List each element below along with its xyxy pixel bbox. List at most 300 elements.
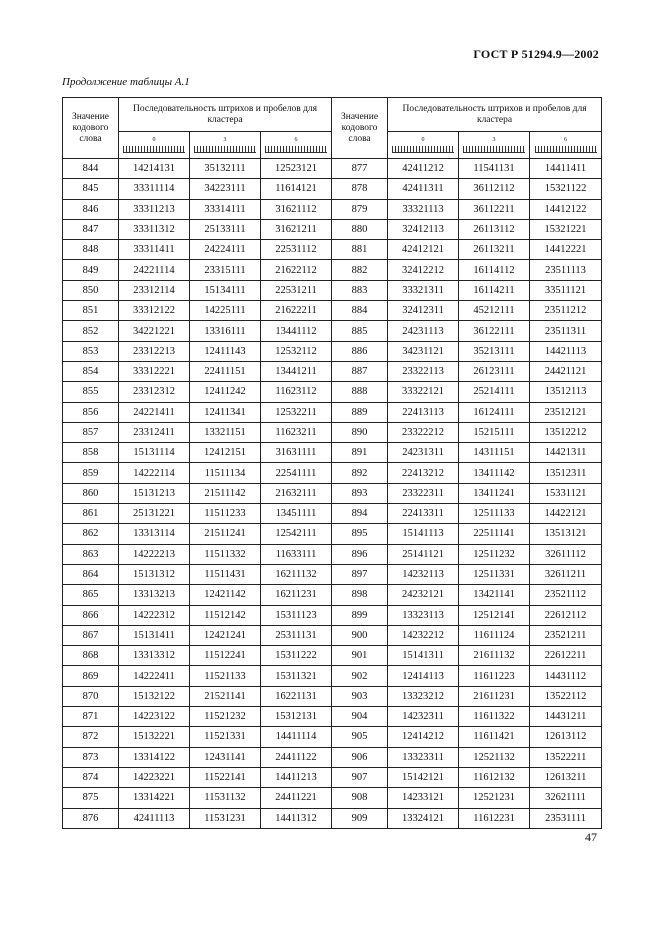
codeword-value-cell: 860 (63, 483, 119, 503)
codeword-value-cell: 888 (332, 382, 388, 402)
pattern-cell: 11521133 (190, 666, 261, 686)
pattern-cell: 12511232 (459, 544, 530, 564)
table-row (63, 605, 602, 625)
pattern-cell: 15141311 (388, 646, 459, 666)
pattern-cell: 33321311 (388, 280, 459, 300)
pattern-cell: 12431141 (190, 747, 261, 767)
codeword-value-cell: 884 (332, 301, 388, 321)
pattern-cell: 13313114 (119, 524, 190, 544)
codeword-value-cell: 867 (63, 625, 119, 645)
pattern-cell: 14232212 (388, 625, 459, 645)
pattern-cell: 32412113 (388, 219, 459, 239)
codeword-value-cell: 882 (332, 260, 388, 280)
pattern-cell: 22531211 (261, 280, 332, 300)
codeword-value-cell: 859 (63, 463, 119, 483)
pattern-cell: 24221114 (119, 260, 190, 280)
pattern-cell: 15311321 (261, 666, 332, 686)
pattern-cell: 11511431 (190, 564, 261, 584)
codeword-value-cell: 844 (63, 159, 119, 179)
pattern-cell: 25311131 (261, 625, 332, 645)
pattern-cell: 36112211 (459, 199, 530, 219)
pattern-cell: 26123111 (459, 361, 530, 381)
table-row (63, 808, 602, 828)
pattern-cell: 34231121 (388, 341, 459, 361)
codeword-value-cell: 862 (63, 524, 119, 544)
table-row (63, 767, 602, 787)
pattern-cell: 11522141 (190, 767, 261, 787)
codeword-value-cell: 861 (63, 504, 119, 524)
pattern-cell: 11511134 (190, 463, 261, 483)
table-row (63, 260, 602, 280)
pattern-cell: 11511332 (190, 544, 261, 564)
pattern-cell: 21632111 (261, 483, 332, 503)
codeword-value-cell: 846 (63, 199, 119, 219)
pattern-cell: 12511331 (459, 564, 530, 584)
pattern-cell: 13512311 (530, 463, 602, 483)
pattern-cell: 21611132 (459, 646, 530, 666)
pattern-cell: 21521141 (190, 686, 261, 706)
pattern-cell: 33322121 (388, 382, 459, 402)
pattern-cell: 11611322 (459, 707, 530, 727)
pattern-cell: 11531231 (190, 808, 261, 828)
page-number: 47 (585, 830, 597, 844)
pattern-cell: 31631111 (261, 443, 332, 463)
pattern-cell: 25133111 (190, 219, 261, 239)
pattern-cell: 22413311 (388, 504, 459, 524)
pattern-cell: 12411341 (190, 402, 261, 422)
pattern-cell: 13324121 (388, 808, 459, 828)
pattern-cell: 13323311 (388, 747, 459, 767)
pattern-cell: 22612112 (530, 605, 602, 625)
pattern-cell: 15131213 (119, 483, 190, 503)
pattern-cell: 12521231 (459, 788, 530, 808)
pattern-cell: 14431112 (530, 666, 602, 686)
codeword-value-cell: 852 (63, 321, 119, 341)
table-row (63, 727, 602, 747)
pattern-cell: 15321221 (530, 219, 602, 239)
pattern-cell: 14411114 (261, 727, 332, 747)
pattern-cell: 22411151 (190, 361, 261, 381)
pattern-cell: 15132221 (119, 727, 190, 747)
pattern-cell: 13313213 (119, 585, 190, 605)
pattern-cell: 23312114 (119, 280, 190, 300)
pattern-cell: 15132122 (119, 686, 190, 706)
table-row (63, 747, 602, 767)
codeword-value-cell: 908 (332, 788, 388, 808)
bar-pattern-icon (463, 146, 525, 153)
codeword-value-cell: 895 (332, 524, 388, 544)
table-row (63, 463, 602, 483)
codeword-value-cell: 883 (332, 280, 388, 300)
codeword-value-cell: 851 (63, 301, 119, 321)
pattern-cell: 23512121 (530, 402, 602, 422)
bar-pattern-icon (392, 146, 454, 153)
cluster-header: 0 (388, 132, 459, 159)
codeword-value-cell: 879 (332, 199, 388, 219)
pattern-cell: 12532211 (261, 402, 332, 422)
pattern-cell: 23322113 (388, 361, 459, 381)
pattern-cell: 26113211 (459, 240, 530, 260)
pattern-cell: 15131114 (119, 443, 190, 463)
table-row (63, 422, 602, 442)
pattern-cell: 21622112 (261, 260, 332, 280)
codeword-value-cell: 894 (332, 504, 388, 524)
table-caption: Продолжение таблицы А.1 (62, 76, 190, 88)
codeword-value-cell: 856 (63, 402, 119, 422)
pattern-cell: 16124111 (459, 402, 530, 422)
pattern-cell: 33314111 (190, 199, 261, 219)
pattern-cell: 22612211 (530, 646, 602, 666)
pattern-cell: 14225111 (190, 301, 261, 321)
codeword-table (62, 97, 602, 829)
pattern-cell: 35132111 (190, 159, 261, 179)
codeword-value-cell: 886 (332, 341, 388, 361)
bar-pattern-icon (123, 146, 185, 153)
pattern-cell: 21511142 (190, 483, 261, 503)
table-row (63, 666, 602, 686)
pattern-cell: 12411143 (190, 341, 261, 361)
codeword-value-cell: 906 (332, 747, 388, 767)
pattern-cell: 13323113 (388, 605, 459, 625)
pattern-cell: 12512141 (459, 605, 530, 625)
pattern-cell: 11611421 (459, 727, 530, 747)
pattern-cell: 15331121 (530, 483, 602, 503)
key-header-left: Значение кодового слова (63, 98, 119, 159)
table-row (63, 240, 602, 260)
table-row (63, 483, 602, 503)
codeword-value-cell: 876 (63, 808, 119, 828)
codeword-value-cell: 889 (332, 402, 388, 422)
codeword-value-cell: 903 (332, 686, 388, 706)
pattern-cell: 22413212 (388, 463, 459, 483)
codeword-value-cell: 899 (332, 605, 388, 625)
codeword-value-cell: 877 (332, 159, 388, 179)
pattern-cell: 12412151 (190, 443, 261, 463)
codeword-value-cell: 909 (332, 808, 388, 828)
pattern-cell: 12421241 (190, 625, 261, 645)
pattern-cell: 22413113 (388, 402, 459, 422)
pattern-cell: 16211231 (261, 585, 332, 605)
pattern-cell: 15131411 (119, 625, 190, 645)
pattern-cell: 34221221 (119, 321, 190, 341)
pattern-cell: 15134111 (190, 280, 261, 300)
codeword-value-cell: 874 (63, 767, 119, 787)
codeword-value-cell: 893 (332, 483, 388, 503)
pattern-cell: 11521331 (190, 727, 261, 747)
pattern-cell: 21622211 (261, 301, 332, 321)
pattern-cell: 11512241 (190, 646, 261, 666)
codeword-value-cell: 869 (63, 666, 119, 686)
table-row (63, 382, 602, 402)
pattern-cell: 11541131 (459, 159, 530, 179)
pattern-cell: 15142121 (388, 767, 459, 787)
pattern-cell: 15141113 (388, 524, 459, 544)
table-row (63, 625, 602, 645)
pattern-cell: 24231311 (388, 443, 459, 463)
pattern-cell: 23312411 (119, 422, 190, 442)
pattern-cell: 23531111 (530, 808, 602, 828)
table-row (63, 280, 602, 300)
pattern-cell: 13441211 (261, 361, 332, 381)
table-row (63, 564, 602, 584)
pattern-cell: 11512142 (190, 605, 261, 625)
pattern-cell: 36122111 (459, 321, 530, 341)
pattern-cell: 22541111 (261, 463, 332, 483)
pattern-cell: 14411213 (261, 767, 332, 787)
codeword-value-cell: 872 (63, 727, 119, 747)
pattern-cell: 33311213 (119, 199, 190, 219)
bar-pattern-icon (535, 146, 597, 153)
pattern-cell: 12414113 (388, 666, 459, 686)
pattern-cell: 22531112 (261, 240, 332, 260)
table-row (63, 646, 602, 666)
pattern-cell: 23322311 (388, 483, 459, 503)
pattern-cell: 23521211 (530, 625, 602, 645)
pattern-cell: 23511113 (530, 260, 602, 280)
cluster-header: 3 (190, 132, 261, 159)
pattern-cell: 14223122 (119, 707, 190, 727)
codeword-value-cell: 863 (63, 544, 119, 564)
pattern-cell: 15321122 (530, 179, 602, 199)
pattern-cell: 12411242 (190, 382, 261, 402)
pattern-cell: 11623211 (261, 422, 332, 442)
pattern-cell: 13522112 (530, 686, 602, 706)
pattern-cell: 12511133 (459, 504, 530, 524)
pattern-cell: 14222213 (119, 544, 190, 564)
pattern-cell: 12613112 (530, 727, 602, 747)
pattern-cell: 23511212 (530, 301, 602, 321)
pattern-cell: 32611112 (530, 544, 602, 564)
pattern-cell: 12523121 (261, 159, 332, 179)
pattern-cell: 14232113 (388, 564, 459, 584)
pattern-cell: 14214131 (119, 159, 190, 179)
pattern-cell: 13512212 (530, 422, 602, 442)
pattern-cell: 42411212 (388, 159, 459, 179)
pattern-cell: 13313312 (119, 646, 190, 666)
codeword-value-cell: 848 (63, 240, 119, 260)
pattern-cell: 33311114 (119, 179, 190, 199)
pattern-cell: 12532112 (261, 341, 332, 361)
pattern-cell: 13411142 (459, 463, 530, 483)
codeword-value-cell: 865 (63, 585, 119, 605)
standard-designation: ГОСТ Р 51294.9—2002 (473, 47, 599, 61)
codeword-value-cell: 857 (63, 422, 119, 442)
pattern-cell: 14412221 (530, 240, 602, 260)
pattern-cell: 32412212 (388, 260, 459, 280)
pattern-cell: 16114112 (459, 260, 530, 280)
pattern-cell: 13314221 (119, 788, 190, 808)
pattern-cell: 33311411 (119, 240, 190, 260)
table-row (63, 707, 602, 727)
pattern-cell: 12542111 (261, 524, 332, 544)
pattern-cell: 12521132 (459, 747, 530, 767)
codeword-value-cell: 871 (63, 707, 119, 727)
cluster-header: 0 (119, 132, 190, 159)
pattern-cell: 42411311 (388, 179, 459, 199)
codeword-value-cell: 875 (63, 788, 119, 808)
codeword-value-cell: 881 (332, 240, 388, 260)
pattern-cell: 21611231 (459, 686, 530, 706)
pattern-cell: 11511233 (190, 504, 261, 524)
pattern-cell: 32621111 (530, 788, 602, 808)
pattern-cell: 11612231 (459, 808, 530, 828)
table-row (63, 199, 602, 219)
codeword-value-cell: 855 (63, 382, 119, 402)
table-row (63, 159, 602, 179)
pattern-cell: 11633111 (261, 544, 332, 564)
pattern-cell: 33312221 (119, 361, 190, 381)
pattern-cell: 15131312 (119, 564, 190, 584)
pattern-cell: 12421142 (190, 585, 261, 605)
table-row (63, 179, 602, 199)
codeword-value-cell: 850 (63, 280, 119, 300)
cluster-header: 6 (530, 132, 602, 159)
pattern-cell: 16211132 (261, 564, 332, 584)
pattern-cell: 11521232 (190, 707, 261, 727)
pattern-cell: 15311222 (261, 646, 332, 666)
pattern-cell: 11611124 (459, 625, 530, 645)
pattern-cell: 11612132 (459, 767, 530, 787)
pattern-cell: 24411221 (261, 788, 332, 808)
pattern-cell: 23521112 (530, 585, 602, 605)
pattern-cell: 12414212 (388, 727, 459, 747)
pattern-cell: 16114211 (459, 280, 530, 300)
bar-pattern-icon (194, 146, 256, 153)
table-row (63, 321, 602, 341)
table-row (63, 585, 602, 605)
pattern-cell: 11611223 (459, 666, 530, 686)
pattern-cell: 33321113 (388, 199, 459, 219)
pattern-cell: 14411411 (530, 159, 602, 179)
codeword-value-cell: 902 (332, 666, 388, 686)
pattern-cell: 13314122 (119, 747, 190, 767)
cluster-header: 3 (459, 132, 530, 159)
codeword-value-cell: 897 (332, 564, 388, 584)
codeword-value-cell: 905 (332, 727, 388, 747)
pattern-cell: 21511241 (190, 524, 261, 544)
table-body (63, 159, 602, 829)
codeword-value-cell: 878 (332, 179, 388, 199)
codeword-value-cell: 885 (332, 321, 388, 341)
pattern-cell: 33312122 (119, 301, 190, 321)
group-header-left: Последовательность штрихов и пробелов для кластера (119, 98, 332, 132)
codeword-value-cell: 854 (63, 361, 119, 381)
pattern-cell: 36112112 (459, 179, 530, 199)
codeword-value-cell: 887 (332, 361, 388, 381)
codeword-value-cell: 890 (332, 422, 388, 442)
key-header-right: Значение кодового слова (332, 98, 388, 159)
codeword-value-cell: 868 (63, 646, 119, 666)
pattern-cell: 24421121 (530, 361, 602, 381)
codeword-value-cell: 858 (63, 443, 119, 463)
pattern-cell: 32412311 (388, 301, 459, 321)
codeword-value-cell: 898 (332, 585, 388, 605)
pattern-cell: 26113112 (459, 219, 530, 239)
pattern-cell: 14421113 (530, 341, 602, 361)
codeword-value-cell: 870 (63, 686, 119, 706)
table-row (63, 504, 602, 524)
pattern-cell: 42411113 (119, 808, 190, 828)
pattern-cell: 13513121 (530, 524, 602, 544)
pattern-cell: 16221131 (261, 686, 332, 706)
pattern-cell: 35213111 (459, 341, 530, 361)
codeword-value-cell: 892 (332, 463, 388, 483)
pattern-cell: 14431211 (530, 707, 602, 727)
table-row (63, 524, 602, 544)
pattern-cell: 15215111 (459, 422, 530, 442)
codeword-value-cell: 866 (63, 605, 119, 625)
pattern-cell: 15312131 (261, 707, 332, 727)
codeword-value-cell: 853 (63, 341, 119, 361)
pattern-cell: 13323212 (388, 686, 459, 706)
pattern-cell: 13522211 (530, 747, 602, 767)
codeword-value-cell: 873 (63, 747, 119, 767)
table-row (63, 402, 602, 422)
pattern-cell: 13451111 (261, 504, 332, 524)
pattern-cell: 25214111 (459, 382, 530, 402)
pattern-cell: 45212111 (459, 301, 530, 321)
pattern-cell: 11531132 (190, 788, 261, 808)
pattern-cell: 13512113 (530, 382, 602, 402)
pattern-cell: 42412121 (388, 240, 459, 260)
group-header-right: Последовательность штрихов и пробелов для кластера (388, 98, 602, 132)
pattern-cell: 14223221 (119, 767, 190, 787)
pattern-cell: 24411122 (261, 747, 332, 767)
pattern-cell: 14421311 (530, 443, 602, 463)
pattern-cell: 11614121 (261, 179, 332, 199)
pattern-cell: 24232121 (388, 585, 459, 605)
pattern-cell: 23312312 (119, 382, 190, 402)
pattern-cell: 15311123 (261, 605, 332, 625)
pattern-cell: 31621211 (261, 219, 332, 239)
pattern-cell: 14222411 (119, 666, 190, 686)
codeword-value-cell: 864 (63, 564, 119, 584)
pattern-cell: 34223111 (190, 179, 261, 199)
pattern-cell: 23511311 (530, 321, 602, 341)
pattern-cell: 14233121 (388, 788, 459, 808)
table-row (63, 443, 602, 463)
pattern-cell: 33511121 (530, 280, 602, 300)
codeword-value-cell: 901 (332, 646, 388, 666)
pattern-cell: 11623112 (261, 382, 332, 402)
pattern-cell: 14222312 (119, 605, 190, 625)
pattern-cell: 13316111 (190, 321, 261, 341)
pattern-cell: 25141121 (388, 544, 459, 564)
pattern-cell: 13441112 (261, 321, 332, 341)
pattern-cell: 31621112 (261, 199, 332, 219)
codeword-value-cell: 845 (63, 179, 119, 199)
cluster-header: 6 (261, 132, 332, 159)
pattern-cell: 24221411 (119, 402, 190, 422)
pattern-cell: 13321151 (190, 422, 261, 442)
codeword-value-cell: 900 (332, 625, 388, 645)
codeword-value-cell: 891 (332, 443, 388, 463)
table-row (63, 544, 602, 564)
pattern-cell: 14232311 (388, 707, 459, 727)
codeword-value-cell: 907 (332, 767, 388, 787)
table-row (63, 686, 602, 706)
pattern-cell: 14422121 (530, 504, 602, 524)
codeword-value-cell: 880 (332, 219, 388, 239)
pattern-cell: 14412122 (530, 199, 602, 219)
table-row (63, 361, 602, 381)
table-row (63, 301, 602, 321)
pattern-cell: 14411312 (261, 808, 332, 828)
pattern-cell: 24224111 (190, 240, 261, 260)
bar-pattern-icon (265, 146, 327, 153)
table-row (63, 788, 602, 808)
pattern-cell: 32611211 (530, 564, 602, 584)
